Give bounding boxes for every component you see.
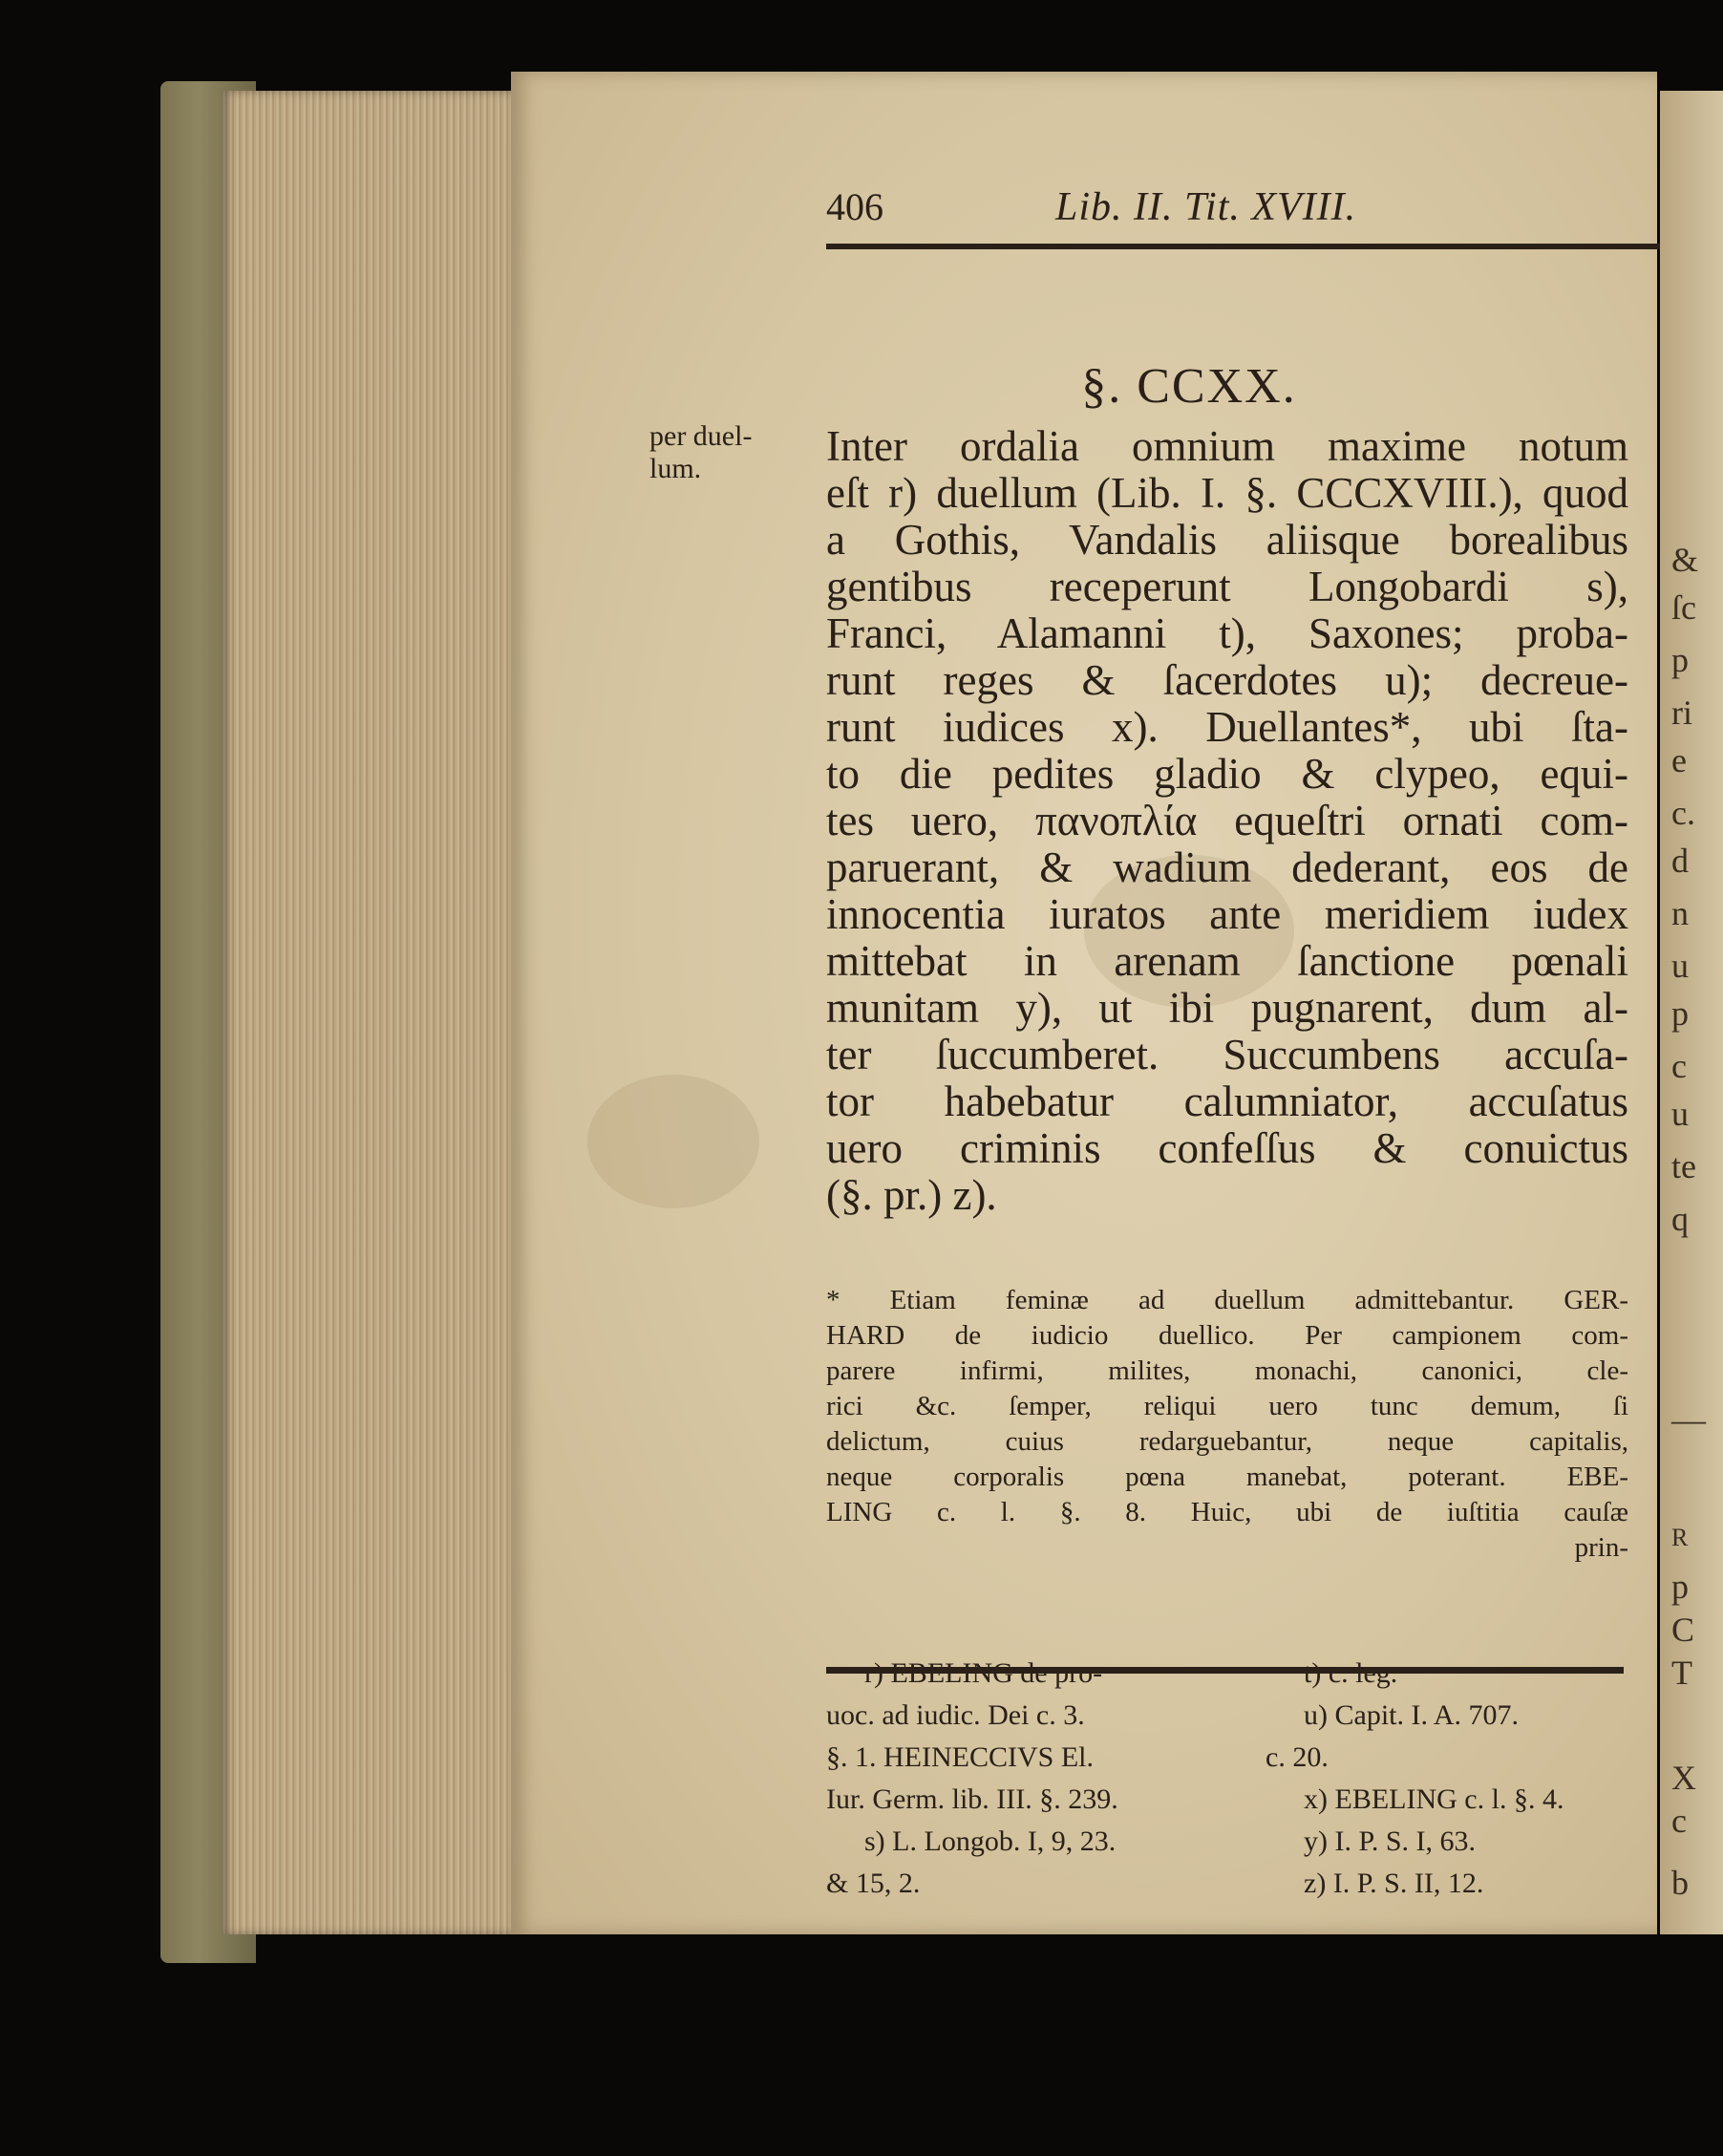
footnote-entry: z) I. P. S. II, 12.	[1304, 1868, 1484, 1899]
facing-page-glyph: p	[1671, 994, 1689, 1033]
facing-page-glyph: c.	[1671, 794, 1695, 832]
page-stain	[587, 1075, 759, 1208]
facing-page-glyph: te	[1671, 1147, 1696, 1185]
footnote-line: rici &c. ſemper, reliqui uero tunc demum, ſi	[826, 1391, 1628, 1421]
margin-note-line: lum.	[649, 453, 702, 484]
facing-page-edge	[1660, 91, 1723, 1934]
text-line: gentibus receperunt Longobardi s),	[826, 563, 1628, 610]
facing-page-glyph: c	[1671, 1047, 1687, 1085]
footnote-entry: c. 20.	[1266, 1741, 1329, 1773]
facing-page-glyph: u	[1671, 947, 1689, 985]
facing-page-glyph: b	[1671, 1864, 1689, 1902]
section-number: §. CCXX.	[1081, 359, 1297, 414]
facing-page-glyph: e	[1671, 741, 1687, 779]
text-line: tor habebatur calumniator, accuſatus	[826, 1078, 1628, 1125]
main-paragraph	[826, 423, 1628, 1219]
footnote-line: HARD de iudicio duellico. Per campionem com-	[826, 1320, 1628, 1351]
footnote-star	[826, 1283, 1628, 1566]
text-line: Inter ordalia omnium maxime notum	[826, 422, 1628, 470]
facing-page-glyph: d	[1671, 842, 1689, 880]
text-line: eſt r) duellum (Lib. I. §. CCCXVIII.), quod	[826, 469, 1628, 517]
text-line: ter ſuccumberet. Succumbens accuſa-	[826, 1031, 1628, 1078]
text-line: tes uero, πανοπλία equeſtri ornati com-	[826, 797, 1628, 844]
footnote-line: delictum, cuius redarguebantur, neque capitalis,	[826, 1426, 1628, 1457]
text-line: runt iudices x). Duellantes*, ubi ſta-	[826, 703, 1628, 751]
text-line: innocentia iuratos ante meridiem iudex	[826, 890, 1628, 938]
footnote-line: * Etiam feminæ ad duellum admittebantur. GER-	[826, 1285, 1628, 1315]
margin-note	[649, 420, 783, 485]
facing-page-glyph: p	[1671, 1568, 1689, 1606]
facing-page-glyph: —	[1671, 1400, 1706, 1439]
footnote-entry: r) EBELING de pro-	[864, 1657, 1103, 1689]
text-line: Franci, Alamanni t), Saxones; proba-	[826, 609, 1628, 657]
footnote-entry: & 15, 2.	[826, 1868, 921, 1899]
text-line: a Gothis, Vandalis aliisque borealibus	[826, 516, 1628, 564]
facing-page-glyph: &	[1671, 541, 1699, 579]
footnote-entry: Iur. Germ. lib. III. §. 239.	[826, 1783, 1118, 1815]
footnote-entry: t) c. leg.	[1304, 1657, 1398, 1689]
footnote-line: prin-	[1574, 1532, 1628, 1563]
page-header	[511, 184, 1657, 242]
margin-note-line: per duel-	[649, 420, 753, 452]
book-page	[511, 72, 1657, 1934]
footnote-entry: §. 1. HEINECCIVS El.	[826, 1741, 1094, 1773]
text-line: paruerant, & wadium dederant, eos de	[826, 843, 1628, 891]
facing-page-glyph: u	[1671, 1095, 1689, 1133]
text-line: mittebat in arenam ſanctione pœnali	[826, 937, 1628, 985]
facing-page-glyph: C	[1671, 1611, 1695, 1649]
facing-page-glyph: ri	[1671, 694, 1692, 732]
facing-page-glyph: n	[1671, 894, 1689, 932]
page-number: 406	[826, 185, 883, 228]
facing-page-glyph: ſc	[1671, 588, 1696, 627]
page-edges	[222, 91, 513, 1934]
facing-page-glyph: X	[1671, 1759, 1696, 1797]
footnote-entry: s) L. Longob. I, 9, 23.	[864, 1825, 1117, 1857]
text-line: uero criminis confeſſus & conuictus	[826, 1124, 1628, 1172]
footnote-entry: u) Capit. I. A. 707.	[1304, 1699, 1519, 1731]
running-head: Lib. II. Tit. XVIII.	[1055, 185, 1357, 229]
footnote-entry: y) I. P. S. I, 63.	[1304, 1825, 1477, 1857]
footnotes-left-column	[826, 1653, 1227, 1905]
text-line: runt reges & ſacerdotes u); decreue-	[826, 656, 1628, 704]
footnote-line: neque corporalis pœna manebat, poterant. EBE-	[826, 1462, 1628, 1492]
footnote-entry: uoc. ad iudic. Dei c. 3.	[826, 1699, 1085, 1731]
footnotes-right-column	[1266, 1653, 1628, 1905]
footnote-line: LING c. l. §. 8. Huic, ubi de iuſtitia cauſæ	[826, 1497, 1628, 1527]
facing-page-glyph: p	[1671, 641, 1689, 679]
text-line: to die pedites gladio & clypeo, equi-	[826, 750, 1628, 798]
header-rule	[826, 244, 1723, 249]
footnote-line: parere infirmi, milites, monachi, canonici, cle-	[826, 1356, 1628, 1386]
facing-page-glyph: q	[1671, 1200, 1689, 1238]
text-line: (§. pr.) z).	[826, 1171, 997, 1219]
facing-page-glyph: T	[1671, 1654, 1692, 1692]
facing-page-glyph: R	[1671, 1524, 1689, 1551]
footnote-entry: x) EBELING c. l. §. 4.	[1304, 1783, 1564, 1815]
text-line: munitam y), ut ibi pugnarent, dum al-	[826, 984, 1628, 1032]
facing-page-glyph: c	[1671, 1802, 1687, 1840]
